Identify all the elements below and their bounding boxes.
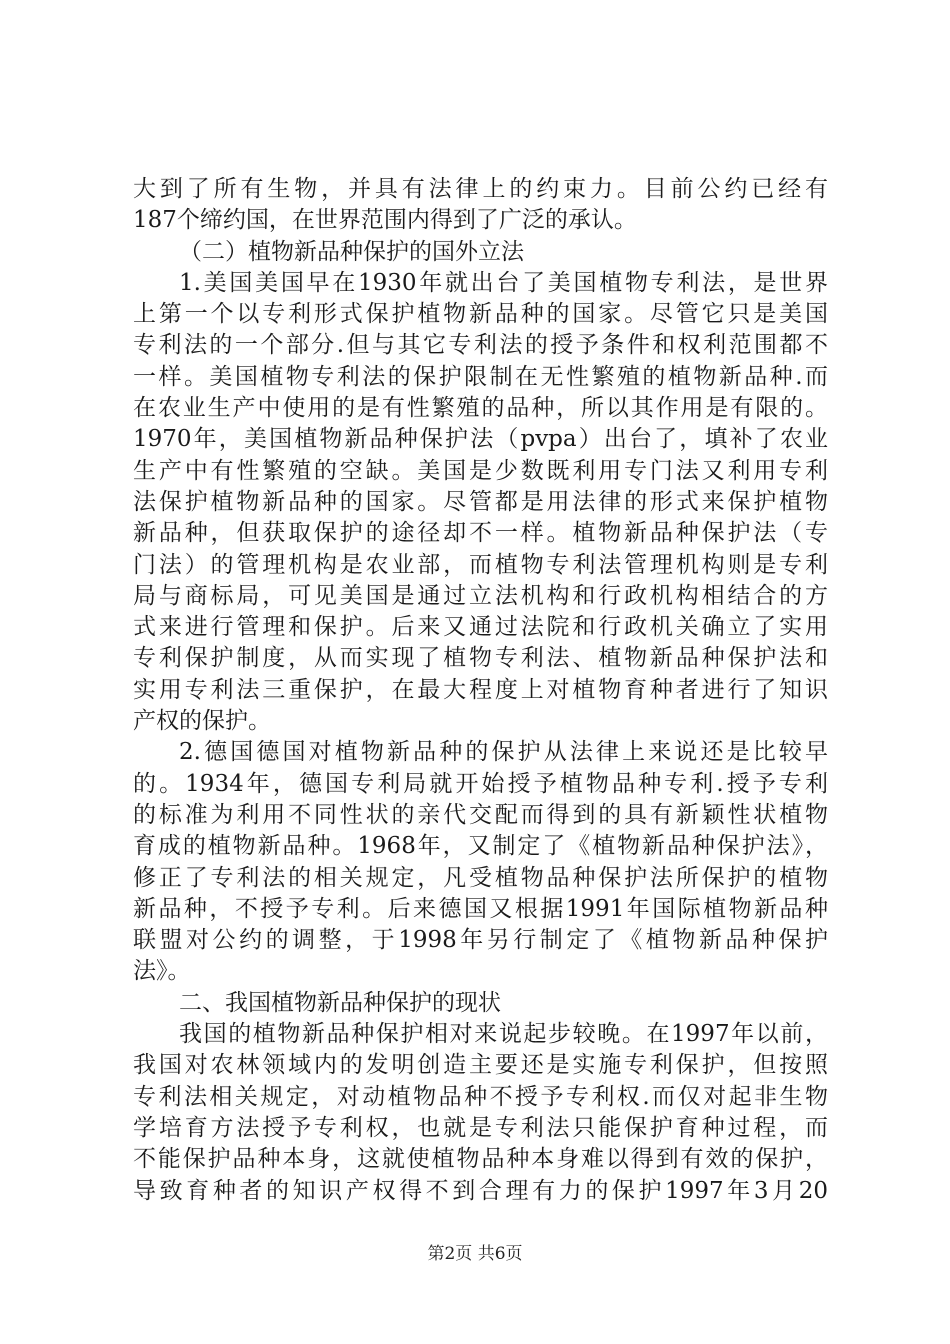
text-line: 不能保护品种本身，这就使植物品种本身难以得到有效的保护， [133, 1146, 828, 1173]
text-line: 的标准为利用不同性状的亲代交配而得到的具有新颖性状植物 [133, 801, 828, 828]
text-line: 门法）的管理机构是农业部，而植物专利法管理机构则是专利 [133, 551, 828, 578]
text-line: 修正了专利法的相关规定，凡受植物品种保护法所保护的植物 [133, 864, 828, 891]
text-line: 新品种，不授予专利。后来德国又根据1991年国际植物新品种 [133, 895, 828, 922]
text-line: 2.德国德国对植物新品种的保护从法律上来说还是比较早 [179, 739, 828, 766]
document-body [133, 174, 828, 1207]
text-line: 实用专利法三重保护，在最大程度上对植物育种者进行了知识 [133, 676, 828, 703]
text-line: 式来进行管理和保护。后来又通过法院和行政机关确立了实用 [133, 614, 828, 641]
text-line: 一样。美国植物专利法的保护限制在无性繁殖的植物新品种.而 [133, 363, 828, 390]
text-line: 在农业生产中使用的是有性繁殖的品种，所以其作用是有限的。 [133, 395, 828, 422]
text-line: （二）植物新品种保护的国外立法 [179, 238, 524, 265]
text-line: 新品种，但获取保护的途径却不一样。植物新品种保护法（专 [133, 520, 828, 547]
text-line: 法保护植物新品种的国家。尽管都是用法律的形式来保护植物 [133, 488, 828, 515]
text-line: 育成的植物新品种。1968年，又制定了《植物新品种保护法》， [133, 833, 828, 860]
text-line: 187个缔约国，在世界范围内得到了广泛的承认。 [133, 207, 637, 234]
text-line: 二、我国植物新品种保护的现状 [179, 989, 501, 1016]
text-line: 法》。 [133, 958, 191, 985]
text-line: 专利法的一个部分.但与其它专利法的授予条件和权利范围都不 [133, 332, 828, 359]
text-line: 局与商标局，可见美国是通过立法机构和行政机构相结合的方 [133, 582, 828, 609]
text-line: 产权的保护。 [133, 708, 271, 735]
text-line: 专利法相关规定，对动植物品种不授予专利权.而仅对起非生物 [133, 1083, 828, 1110]
text-line: 学培育方法授予专利权，也就是专利法只能保护育种过程，而 [133, 1114, 828, 1141]
text-line: 大到了所有生物，并具有法律上的约束力。目前公约已经有 [133, 176, 828, 202]
text-line: 我国的植物新品种保护相对来说起步较晚。在1997年以前， [179, 1021, 828, 1048]
text-line: 导致育种者的知识产权得不到合理有力的保护1997年3月20 [133, 1177, 828, 1204]
text-line: 我国对农林领域内的发明创造主要还是实施专利保护，但按照 [133, 1052, 828, 1079]
text-line: 1970年，美国植物新品种保护法（pvpa）出台了，填补了农业 [133, 426, 828, 453]
page-number: 第2页 共6页 [427, 1244, 523, 1264]
text-line: 专利保护制度，从而实现了植物专利法、植物新品种保护法和 [133, 645, 828, 672]
text-line: 上第一个以专利形式保护植物新品种的国家。尽管它只是美国 [133, 301, 828, 328]
text-line: 的。1934年，德国专利局就开始授予植物品种专利.授予专利 [133, 770, 828, 797]
text-line: 生产中有性繁殖的空缺。美国是少数既利用专门法又利用专利 [133, 457, 828, 484]
text-line: 1.美国美国早在1930年就出台了美国植物专利法，是世界 [179, 269, 828, 296]
text-line: 联盟对公约的调整，于1998年另行制定了《植物新品种保护 [133, 927, 828, 954]
